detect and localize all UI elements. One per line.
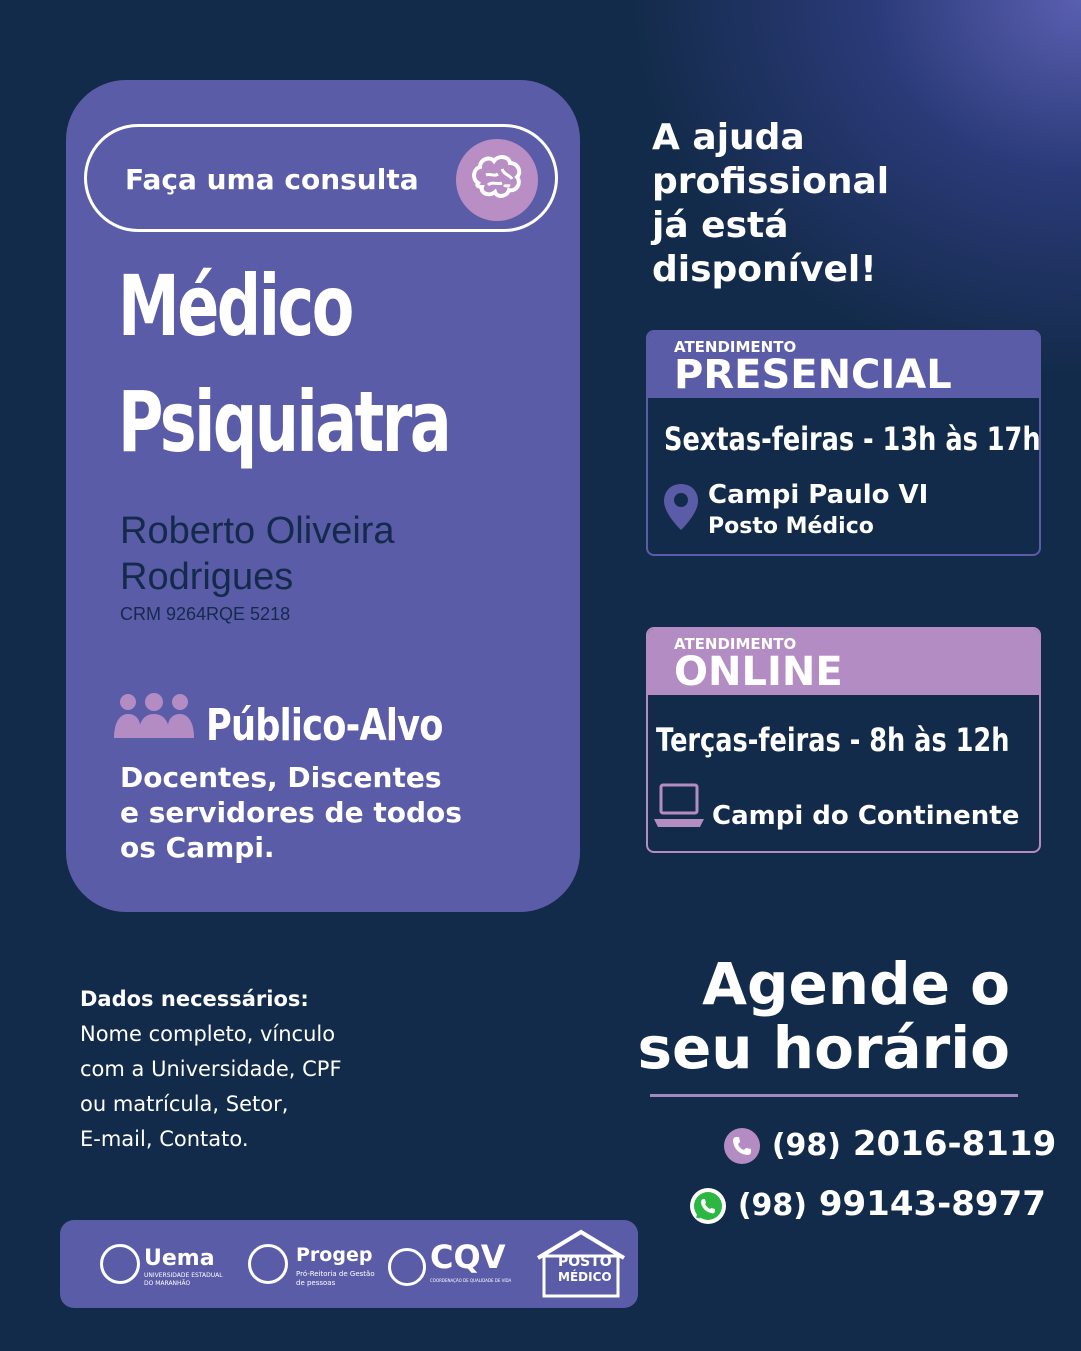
presencial-big-label: PRESENCIAL	[674, 352, 952, 398]
progep-logo: Progep	[296, 1244, 373, 1266]
help-line: A ajuda	[652, 117, 805, 158]
progep-subtitle	[296, 1270, 375, 1288]
phone-icon	[724, 1128, 760, 1164]
schedule-line2: seu horário	[637, 1014, 1010, 1082]
brain-icon	[456, 139, 538, 221]
online-big-label: ONLINE	[674, 649, 843, 695]
posto-line2: MÉDICO	[558, 1270, 612, 1284]
specialty-line1: Médico	[118, 257, 352, 355]
cqv-logo: CQV	[430, 1238, 506, 1276]
phone-contact[interactable]	[724, 1124, 1056, 1164]
schedule-headline	[600, 952, 1010, 1080]
presencial-box	[646, 330, 1041, 556]
doctor-crm: CRM 9264RQE 5218	[120, 604, 291, 624]
presencial-location-line2: Posto Médico	[708, 514, 874, 539]
required-data-line: com a Universidade, CPF	[80, 1057, 342, 1081]
whatsapp-area: (98)	[737, 1188, 808, 1223]
footer-logos	[60, 1220, 638, 1308]
audience-line: e servidores de todos	[120, 796, 462, 829]
required-data-line: ou matrícula, Setor,	[80, 1092, 289, 1116]
uema-subtitle	[144, 1272, 223, 1288]
doctor-name	[120, 508, 395, 600]
people-icon	[112, 692, 196, 744]
specialty-line2: Psiquiatra	[118, 373, 450, 471]
help-line: profissional	[652, 161, 890, 202]
cta-pill[interactable]	[84, 124, 558, 232]
schedule-line1: Agende o	[702, 950, 1010, 1018]
cqv-icon	[388, 1248, 426, 1286]
posto-medico-logo	[534, 1228, 628, 1302]
help-line: já está	[652, 205, 789, 246]
phone-area: (98)	[771, 1128, 842, 1163]
help-headline	[652, 116, 889, 292]
whatsapp-contact[interactable]	[690, 1184, 1046, 1224]
posto-line1: POSTO	[558, 1254, 612, 1270]
required-data	[80, 982, 342, 1157]
help-line: disponível!	[652, 249, 877, 290]
uema-sub-line: DO MARANHÃO	[144, 1280, 191, 1287]
doctor-name-line2: Rodrigues	[120, 556, 294, 598]
uema-logo: Uema	[144, 1246, 215, 1271]
audience-line: os Campi.	[120, 831, 275, 864]
uema-sub-line: UNIVERSIDADE ESTADUAL	[144, 1272, 223, 1279]
presencial-small-label: ATENDIMENTO	[674, 338, 797, 356]
presencial-header	[648, 332, 1039, 398]
progep-seal-icon	[248, 1244, 288, 1284]
whatsapp-number: 99143-8977	[818, 1184, 1046, 1224]
laptop-icon	[652, 781, 706, 835]
whatsapp-icon	[690, 1188, 726, 1224]
presencial-location-line1: Campi Paulo VI	[708, 480, 929, 510]
map-pin-icon	[662, 482, 700, 536]
cqv-subtitle: COORDENAÇÃO DE QUALIDADE DE VIDA	[430, 1278, 512, 1283]
audience-description	[120, 760, 462, 865]
cta-text: Faça uma consulta	[125, 163, 419, 196]
required-data-line: Nome completo, vínculo	[80, 1022, 336, 1046]
online-header	[648, 629, 1039, 695]
online-small-label: ATENDIMENTO	[674, 635, 797, 653]
audience-title: Público-Alvo	[206, 700, 443, 751]
online-location: Campi do Continente	[712, 801, 1020, 831]
phone-number: 2016-8119	[852, 1124, 1057, 1164]
divider	[650, 1094, 1018, 1097]
required-data-line: E-mail, Contato.	[80, 1127, 249, 1151]
required-data-title: Dados necessários:	[80, 987, 309, 1011]
presencial-schedule: Sextas-feiras - 13h às 17h	[664, 420, 1041, 458]
progep-sub-line: de pessoas	[296, 1279, 336, 1287]
online-schedule: Terças-feiras - 8h às 12h	[656, 721, 1010, 759]
progep-sub-line: Pró-Reitoria de Gestão	[296, 1270, 375, 1278]
online-box	[646, 627, 1041, 853]
doctor-name-line1: Roberto Oliveira	[120, 510, 395, 552]
uema-seal-icon	[100, 1244, 140, 1284]
audience-line: Docentes, Discentes	[120, 761, 442, 794]
